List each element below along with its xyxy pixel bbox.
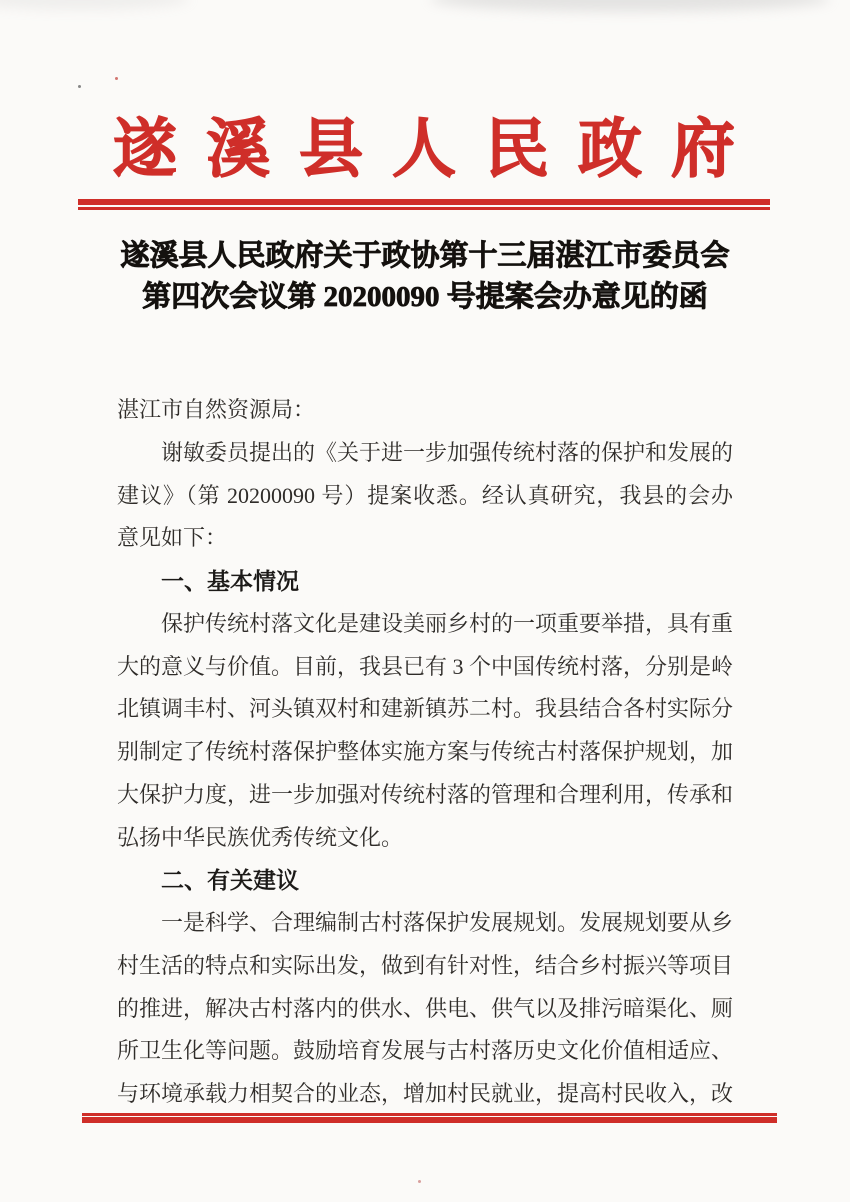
agency-name-char: 遂 — [113, 114, 177, 185]
body-line: 的推进，解决古村落内的供水、供电、供气以及排污暗渠化、厕 — [117, 995, 734, 1021]
scan-smudge — [0, 0, 190, 10]
separator-thin-line — [82, 1113, 777, 1116]
body-line: 保护传统村落文化是建设美丽乡村的一项重要举措，具有重 — [161, 610, 734, 636]
separator-thick-line — [78, 199, 770, 205]
body-line: 所卫生化等问题。鼓励培育发展与古村落历史文化价值相适应、 — [117, 1038, 734, 1064]
agency-name-char: 民 — [485, 114, 549, 185]
body-line: 村生活的特点和实际出发，做到有针对性，结合乡村振兴等项目 — [117, 952, 734, 978]
document-title-line: 第四次会议第 20200090 号提案会办意见的函 — [142, 281, 708, 313]
scan-speck — [78, 85, 81, 88]
document-title-line: 遂溪县人民政府关于政协第十三届湛江市委员会 — [120, 240, 730, 272]
body-line: 一是科学、合理编制古村落保护发展规划。发展规划要从乡 — [161, 910, 734, 935]
scan-speck — [115, 77, 118, 80]
document-title — [0, 236, 850, 318]
agency-name-char: 府 — [671, 114, 735, 185]
body-line: 意见如下： — [117, 525, 228, 551]
body-line: 建议》（第 20200090 号）提案收悉。经认真研究，我县的会办 — [117, 482, 733, 508]
document-body — [117, 389, 733, 1116]
body-line: 别制定了传统村落保护整体实施方案与传统古村落保护规划，加 — [117, 739, 734, 764]
separator-thick-line — [82, 1117, 777, 1123]
body-line: 北镇调丰村、河头镇双村和建新镇苏二村。我县结合各村实际分 — [117, 696, 734, 722]
agency-name-char: 县 — [299, 114, 363, 185]
separator-thin-line — [78, 207, 770, 210]
agency-name — [113, 114, 735, 185]
body-line: 大保护力度，进一步加强对传统村落的管理和合理利用，传承和 — [117, 781, 734, 807]
scan-smudge — [430, 0, 830, 12]
agency-name-char: 溪 — [206, 114, 270, 185]
agency-name-char: 人 — [392, 114, 456, 185]
body-line: 弘扬中华民族优秀传统文化。 — [117, 824, 404, 850]
letterhead-separator — [78, 199, 770, 210]
scan-speck — [418, 1180, 421, 1183]
page-bottom-separator — [82, 1113, 777, 1123]
body-line: 谢敏委员提出的《关于进一步加强传统村落的保护和发展的 — [161, 439, 734, 465]
section-heading: 二、有关建议 — [161, 867, 299, 894]
agency-name-char: 政 — [578, 114, 642, 185]
body-line: 湛江市自然资源局： — [117, 397, 316, 422]
section-heading: 一、基本情况 — [161, 568, 299, 594]
body-line: 大的意义与价值。目前，我县已有 3 个中国传统村落，分别是岭 — [117, 653, 734, 679]
body-line: 与环境承载力相契合的业态，增加村民就业，提高村民收入，改 — [117, 1081, 734, 1106]
